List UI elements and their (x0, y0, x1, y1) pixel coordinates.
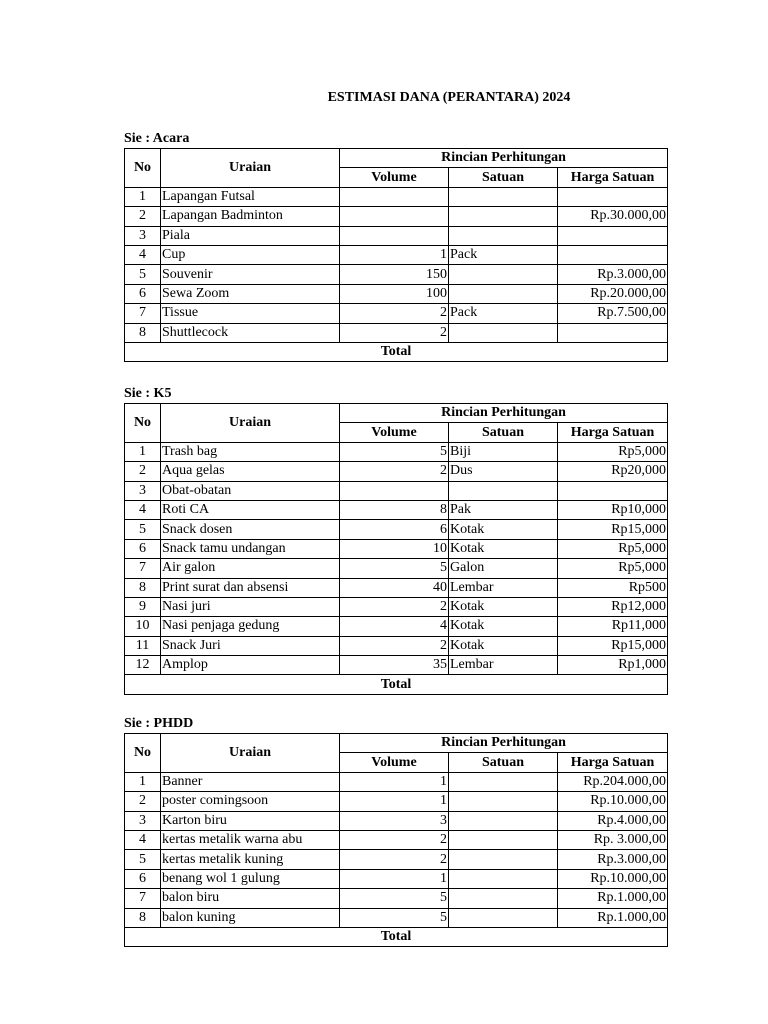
row-harga: Rp.204.000,00 (558, 772, 668, 791)
row-volume: 1 (340, 869, 449, 888)
row-satuan: Kotak (449, 617, 558, 636)
row-harga: Rp.3.000,00 (558, 265, 668, 284)
section-label: Sie : Acara (124, 131, 190, 146)
row-uraian: Sewa Zoom (161, 284, 340, 303)
row-volume: 1 (340, 772, 449, 791)
row-uraian: kertas metalik warna abu (161, 830, 340, 849)
row-harga: Rp.1.000,00 (558, 908, 668, 927)
row-satuan (449, 481, 558, 500)
header-rincian: Rincian Perhitungan (340, 149, 668, 168)
row-volume: 2 (340, 830, 449, 849)
header-harga: Harga Satuan (558, 423, 668, 442)
row-harga: Rp. 3.000,00 (558, 830, 668, 849)
header-harga: Harga Satuan (558, 753, 668, 772)
section-k5 (124, 384, 667, 695)
row-volume (340, 226, 449, 245)
row-satuan (449, 830, 558, 849)
row-harga (558, 226, 668, 245)
row-volume: 1 (340, 792, 449, 811)
section-phdd (124, 714, 667, 947)
row-satuan (449, 869, 558, 888)
row-no: 2 (125, 462, 161, 481)
row-no: 4 (125, 245, 161, 264)
header-rincian: Rincian Perhitungan (340, 404, 668, 423)
table-row (125, 811, 668, 830)
table-row (125, 869, 668, 888)
row-harga: Rp1,000 (558, 656, 668, 675)
row-satuan (449, 284, 558, 303)
row-no: 9 (125, 597, 161, 616)
row-uraian: balon biru (161, 889, 340, 908)
table-row (125, 850, 668, 869)
header-satuan: Satuan (449, 753, 558, 772)
header-harga: Harga Satuan (558, 168, 668, 187)
row-harga: Rp5,000 (558, 442, 668, 461)
total-row: Total (125, 342, 668, 361)
row-volume (340, 207, 449, 226)
row-harga: Rp.10.000,00 (558, 869, 668, 888)
row-volume: 5 (340, 442, 449, 461)
budget-table (124, 403, 668, 695)
row-no: 5 (125, 520, 161, 539)
table-row (125, 636, 668, 655)
row-no: 5 (125, 850, 161, 869)
row-uraian: poster comingsoon (161, 792, 340, 811)
row-volume: 8 (340, 500, 449, 519)
table-row (125, 284, 668, 303)
total-row: Total (125, 675, 668, 694)
row-satuan (449, 908, 558, 927)
header-volume: Volume (340, 423, 449, 442)
total-row: Total (125, 927, 668, 946)
row-no: 3 (125, 226, 161, 245)
header-uraian: Uraian (161, 149, 340, 188)
row-volume: 5 (340, 908, 449, 927)
row-uraian: Aqua gelas (161, 462, 340, 481)
row-uraian: Cup (161, 245, 340, 264)
row-volume: 2 (340, 597, 449, 616)
table-row (125, 187, 668, 206)
row-satuan (449, 792, 558, 811)
row-satuan (449, 772, 558, 791)
table-row (125, 617, 668, 636)
row-no: 4 (125, 830, 161, 849)
row-uraian: Trash bag (161, 442, 340, 461)
row-no: 7 (125, 889, 161, 908)
table-row (125, 265, 668, 284)
row-uraian: balon kuning (161, 908, 340, 927)
row-satuan (449, 889, 558, 908)
table-row (125, 304, 668, 323)
row-satuan: Biji (449, 442, 558, 461)
budget-table (124, 148, 668, 362)
row-no: 1 (125, 772, 161, 791)
row-satuan: Pack (449, 304, 558, 323)
row-no: 8 (125, 908, 161, 927)
row-volume: 10 (340, 539, 449, 558)
row-harga: Rp.7.500,00 (558, 304, 668, 323)
row-no: 6 (125, 869, 161, 888)
row-satuan: Galon (449, 559, 558, 578)
row-no: 1 (125, 187, 161, 206)
row-uraian: Piala (161, 226, 340, 245)
row-no: 6 (125, 539, 161, 558)
table-row (125, 500, 668, 519)
row-satuan (449, 265, 558, 284)
row-satuan: Kotak (449, 539, 558, 558)
row-satuan (449, 811, 558, 830)
row-no: 6 (125, 284, 161, 303)
header-rincian: Rincian Perhitungan (340, 734, 668, 753)
row-no: 3 (125, 481, 161, 500)
row-volume: 4 (340, 617, 449, 636)
table-row (125, 520, 668, 539)
header-no: No (125, 149, 161, 188)
row-satuan: Kotak (449, 597, 558, 616)
budget-table (124, 733, 668, 947)
row-volume: 35 (340, 656, 449, 675)
row-harga: Rp5,000 (558, 559, 668, 578)
row-satuan (449, 850, 558, 869)
row-harga: Rp500 (558, 578, 668, 597)
table-row (125, 481, 668, 500)
table-row (125, 539, 668, 558)
row-satuan (449, 207, 558, 226)
section-label: Sie : PHDD (124, 716, 194, 731)
row-uraian: Print surat dan absensi (161, 578, 340, 597)
row-no: 2 (125, 207, 161, 226)
row-no: 4 (125, 500, 161, 519)
row-no: 7 (125, 559, 161, 578)
row-volume: 2 (340, 323, 449, 342)
row-satuan: Lembar (449, 578, 558, 597)
header-no: No (125, 404, 161, 443)
row-satuan (449, 187, 558, 206)
row-uraian: Roti CA (161, 500, 340, 519)
row-satuan (449, 323, 558, 342)
table-row (125, 792, 668, 811)
row-no: 8 (125, 578, 161, 597)
row-no: 12 (125, 656, 161, 675)
row-uraian: Air galon (161, 559, 340, 578)
row-no: 7 (125, 304, 161, 323)
row-satuan (449, 226, 558, 245)
row-no: 8 (125, 323, 161, 342)
header-no: No (125, 734, 161, 773)
header-uraian: Uraian (161, 734, 340, 773)
row-uraian: Snack Juri (161, 636, 340, 655)
table-row (125, 772, 668, 791)
row-volume (340, 187, 449, 206)
row-no: 5 (125, 265, 161, 284)
table-row (125, 908, 668, 927)
row-harga: Rp12,000 (558, 597, 668, 616)
row-no: 3 (125, 811, 161, 830)
table-row (125, 226, 668, 245)
row-volume: 5 (340, 889, 449, 908)
row-harga: Rp.3.000,00 (558, 850, 668, 869)
row-volume: 100 (340, 284, 449, 303)
table-row (125, 207, 668, 226)
row-harga: Rp15,000 (558, 636, 668, 655)
row-uraian: Obat-obatan (161, 481, 340, 500)
row-volume (340, 481, 449, 500)
row-harga: Rp.10.000,00 (558, 792, 668, 811)
row-volume: 5 (340, 559, 449, 578)
header-satuan: Satuan (449, 168, 558, 187)
row-uraian: kertas metalik kuning (161, 850, 340, 869)
header-satuan: Satuan (449, 423, 558, 442)
row-uraian: Karton biru (161, 811, 340, 830)
row-harga (558, 323, 668, 342)
table-row (125, 578, 668, 597)
row-no: 1 (125, 442, 161, 461)
row-uraian: Lapangan Futsal (161, 187, 340, 206)
row-uraian: Nasi juri (161, 597, 340, 616)
row-satuan: Lembar (449, 656, 558, 675)
table-row (125, 462, 668, 481)
row-volume: 150 (340, 265, 449, 284)
row-harga: Rp.20.000,00 (558, 284, 668, 303)
row-volume: 2 (340, 850, 449, 869)
row-volume: 3 (340, 811, 449, 830)
table-row (125, 830, 668, 849)
row-satuan: Dus (449, 462, 558, 481)
row-satuan: Kotak (449, 520, 558, 539)
header-volume: Volume (340, 168, 449, 187)
row-harga: Rp.4.000,00 (558, 811, 668, 830)
row-uraian: Tissue (161, 304, 340, 323)
row-uraian: Banner (161, 772, 340, 791)
row-volume: 2 (340, 636, 449, 655)
row-harga: Rp.1.000,00 (558, 889, 668, 908)
row-uraian: benang wol 1 gulung (161, 869, 340, 888)
row-uraian: Souvenir (161, 265, 340, 284)
row-harga (558, 187, 668, 206)
table-row (125, 656, 668, 675)
page-title: ESTIMASI DANA (PERANTARA) 2024 (327, 90, 571, 105)
row-volume: 1 (340, 245, 449, 264)
row-uraian: Lapangan Badminton (161, 207, 340, 226)
row-uraian: Snack tamu undangan (161, 539, 340, 558)
table-row (125, 559, 668, 578)
table-row (125, 597, 668, 616)
row-harga: Rp5,000 (558, 539, 668, 558)
header-uraian: Uraian (161, 404, 340, 443)
row-volume: 6 (340, 520, 449, 539)
row-harga: Rp20,000 (558, 462, 668, 481)
table-row (125, 245, 668, 264)
row-no: 10 (125, 617, 161, 636)
row-no: 2 (125, 792, 161, 811)
row-uraian: Shuttlecock (161, 323, 340, 342)
table-row (125, 442, 668, 461)
table-row (125, 323, 668, 342)
row-uraian: Nasi penjaga gedung (161, 617, 340, 636)
row-harga: Rp11,000 (558, 617, 668, 636)
row-no: 11 (125, 636, 161, 655)
section-acara (124, 129, 667, 362)
row-uraian: Amplop (161, 656, 340, 675)
row-satuan: Pack (449, 245, 558, 264)
header-volume: Volume (340, 753, 449, 772)
row-volume: 2 (340, 304, 449, 323)
row-volume: 2 (340, 462, 449, 481)
row-harga: Rp.30.000,00 (558, 207, 668, 226)
row-uraian: Snack dosen (161, 520, 340, 539)
row-harga: Rp10,000 (558, 500, 668, 519)
row-harga (558, 481, 668, 500)
row-harga (558, 245, 668, 264)
row-volume: 40 (340, 578, 449, 597)
table-row (125, 889, 668, 908)
row-satuan: Pak (449, 500, 558, 519)
row-satuan: Kotak (449, 636, 558, 655)
row-harga: Rp15,000 (558, 520, 668, 539)
section-label: Sie : K5 (124, 386, 172, 401)
